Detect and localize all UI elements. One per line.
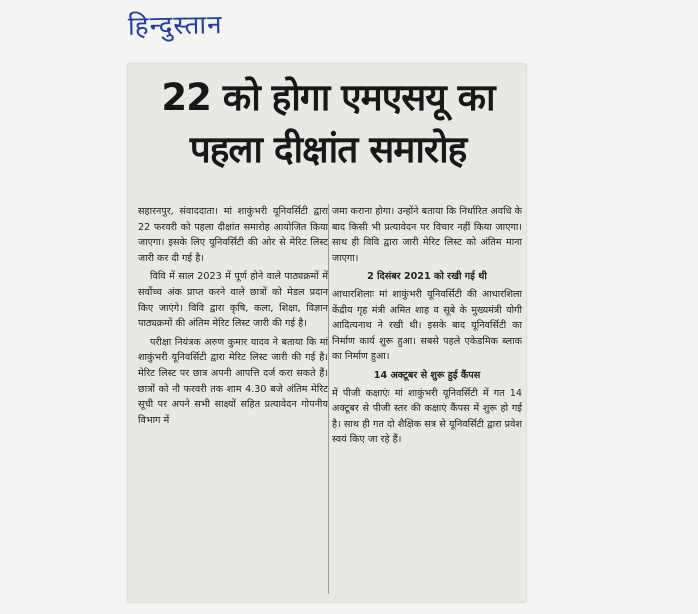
article-right-column (332, 204, 522, 451)
column-divider (328, 204, 329, 594)
paragraph-deadline: जमा कराना होगा। उन्होंने बताया कि निर्धारित अवधि के बाद किसी भी प्रत्यावेदन पर विचार नहीं किया जाएगा। साथ ही विवि द्वारा जारी मेरिट लिस्ट को अंतिम माना जाएगा। (332, 206, 522, 264)
newspaper-masthead: हिन्दुस्तान (127, 10, 223, 42)
paragraph-foundation: आधारशिलाः मां शाकुंभरी यूनिवर्सिटी की आधारशिला केंद्रीय गृह मंत्री अमित शाह व सूबे के मुख्यमंत्री योगी आदित्यनाथ ने रखी थी। इसके बाद यूनिवर्सिटी का निर्माण कार्य शुरू हुआ। सबसे पहले एकेडमिक ब्लाक का निर्माण हुआ। (332, 288, 522, 363)
article-left-column (138, 204, 328, 431)
paragraph-intro: सहारनपुर, संवाददाता। मां शाकुंभरी यूनिवर्सिटी द्वारा 22 फरवरी को पहला दीक्षांत समारोह आयोजित किया जाएगा। इसके लिए यूनिवर्सिटी की ओर से मेरिट लिस्ट जारी कर दी गई है। (138, 206, 328, 264)
subheading-campus: 14 अक्टूबर से शुरू हुई कैंपस (373, 369, 481, 381)
subheading-foundation: 2 दिसंबर 2021 को रखी गई थी (367, 271, 487, 283)
news-clipping (128, 64, 526, 602)
article-headline: 22 को होगा एमएसयू का पहला दीक्षांत समारोह (161, 76, 495, 171)
paragraph-medals: विवि में साल 2023 में पूर्ण होने वाले पाठ्यक्रमों में सर्वोच्च अंक प्राप्त करने वाले छात्रों को मेडल प्रदान किए जाएंगे। विवि द्वारा कृषि, कला, शिक्षा, विज्ञान पाठ्यक्रमों की अंतिम मेरिट लिस्ट जारी की गई है। (138, 271, 328, 330)
paragraph-campus: में पीजी कक्षाएंः मां शाकुंभरी यूनिवर्सिटी में गत 14 अक्टूबर से पीजी स्तर की कक्षाएं कैंपस में शुरू हो गई है। साथ ही गत दो शैक्षिक सत्र से यूनिवर्सिटी द्वारा प्रवेश स्वयं किए जा रहे हैं। (332, 387, 522, 446)
paragraph-merit-list: परीक्षा नियंत्रक अरुण कुमार यादव ने बताया कि मां शाकुंभरी यूनिवर्सिटी द्वारा मेरिट लिस्ट जारी की गई है। मेरिट लिस्ट पर छात्र अपनी आपत्ति दर्ज करा सकते हैं। छात्रों को नौ फरवरी तक शाम 4.30 बजे अंतिम मेरिट सूची पर अपने सभी साक्ष्यों सहित प्रत्यावेदन गोपनीय विभाग में (138, 336, 328, 426)
